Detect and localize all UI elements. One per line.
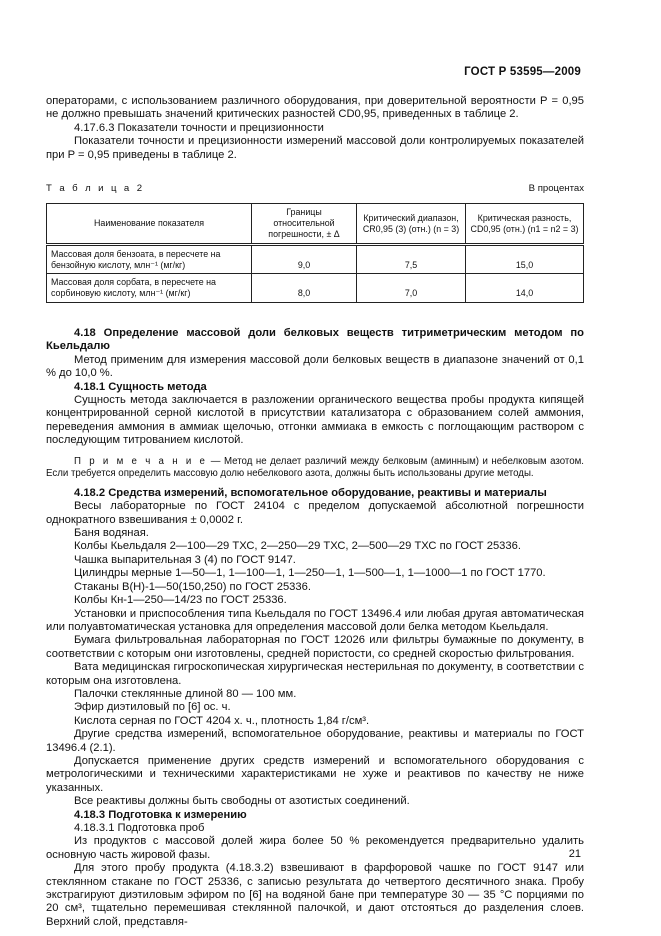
list-item: Установки и приспособления типа Кьельдаля по ГОСТ 13496.4 или любая другая автоматическая или полуавтоматическая установка для определения массовой доли белка методом Кьельдаля.	[46, 607, 584, 633]
table-header: Критическая разность, CD0,95 (отн.) (n1 = n2 = 3)	[466, 204, 584, 244]
list-item: Вата медицинская гигроскопическая хирургическая нестерильная по документу, в соответствии с которым она изготовлена.	[46, 661, 584, 687]
note-text: — Метод не делает различий между белковым (аминным) и небелковым азотом. Если требуется определить массовую долю небелкового азота, должны быть использованы другие методы.	[46, 455, 585, 480]
page-number: 21	[568, 848, 581, 860]
subsection-heading: 4.18.1 Сущность метода	[74, 380, 207, 393]
list-item: Бумага фильтровальная лабораторная по ГОСТ 12026 или фильтры бумажные по документу, в соответствии с которым они изготовлены, средней пористости, со средней скоростью фильтрования.	[46, 634, 584, 660]
list-item: Чашка выпарительная 3 (4) по ГОСТ 9147.	[74, 553, 296, 566]
list-item: Кислота серная по ГОСТ 4204 х. ч., плотность 1,84 г/см³.	[74, 714, 370, 727]
table-cell: 9,0	[252, 244, 357, 274]
list-item: Палочки стеклянные длиной 80 — 100 мм.	[74, 687, 297, 700]
list-item: Все реактивы должны быть свободны от азотистых соединений.	[74, 795, 410, 808]
paragraph: Показатели точности и прецизионности измерений массовой доли контролируемых показателей при P = 0,95 приведены в таблице 2.	[46, 135, 584, 161]
note-label: П р и м е ч а н и е	[74, 455, 208, 467]
list-item: Колбы Кн-1—250—14/23 по ГОСТ 25336.	[74, 594, 287, 607]
table-cell: 8,0	[252, 274, 357, 303]
paragraph: операторами, с использованием различного оборудования, при доверительной вероятности P = 0,95 не должно превышать значений критических разностей CD0,95, приведенных в таблице 2.	[46, 95, 584, 121]
list-item: Весы лабораторные по ГОСТ 24104 с пределом допускаемой абсолютной погрешности однократного взвешивания ± 0,0002 г.	[46, 500, 584, 526]
table-row	[47, 244, 584, 274]
list-item: Баня водяная.	[74, 527, 149, 540]
table-cell: 7,5	[357, 244, 466, 274]
list-item: Цилиндры мерные 1—50—1, 1—100—1, 1—250—1, 1—500—1, 1—1000—1 по ГОСТ 1770.	[74, 567, 546, 580]
table-cell: 7,0	[357, 274, 466, 303]
table-header: Границы относительной погрешности, ± Δ	[252, 204, 357, 244]
paragraph: Метод применим для измерения массовой доли белковых веществ в диапазоне значений от 0,1 % до 10,0 %.	[46, 353, 584, 380]
list-item: Эфир диэтиловый по [6] ос. ч.	[74, 701, 231, 714]
table-caption: Т а б л и ц а 2	[46, 183, 145, 195]
table-row	[47, 274, 584, 303]
table-cell: Массовая доля бензоата, в пересчете на бензойную кислоту, млн⁻¹ (мг/кг)	[47, 244, 252, 274]
list-item: Допускается применение других средств измерений и вспомогательного оборудования с метрологическими и техническими характеристиками не хуже и реактивов по качеству не ниже указанных.	[46, 754, 584, 794]
table-cell: 15,0	[466, 244, 584, 274]
subsection-heading: 4.17.6.3 Показатели точности и прецизионности	[74, 121, 324, 134]
note	[46, 456, 584, 481]
paragraph: Из продуктов с массовой долей жира более 50 % рекомендуется предварительно удалить основную часть жировой фазы.	[46, 835, 584, 861]
subsection-heading: 4.18.3 Подготовка к измерению	[74, 808, 247, 821]
table-cell: Массовая доля сорбата, в пересчете на сорбиновую кислоту, млн⁻¹ (мг/кг)	[47, 274, 252, 303]
paragraph: Сущность метода заключается в разложении органического вещества пробы продукта кипящей концентрированной серной кислотой в присутствии катализатора с образованием солей аммония, переведения аммония в аммиак щелочью, отгонки аммиака в емкость с поглощающим раствором с последующим титрованием кислотой.	[46, 394, 584, 447]
list-item: Другие средства измерений, вспомогательное оборудование, реактивы и материалы по ГОСТ 13496.4 (2.1).	[46, 728, 584, 754]
subsection-heading: 4.18.3.1 Подготовка проб	[74, 822, 205, 835]
table-units: В процентах	[528, 183, 584, 195]
table-caption-row	[46, 182, 584, 195]
list-item: Колбы Кьельдаля 2—100—29 ТХС, 2—250—29 ТХС, 2—500—29 ТХС по ГОСТ 25336.	[74, 540, 521, 553]
section-heading: 4.18 Определение массовой доли белковых веществ титриметрическим методом по Кьельдалю	[46, 327, 584, 353]
table-header: Критический диапазон, CR0,95 (3) (отн.) (n = 3)	[357, 204, 466, 244]
subsection-heading: 4.18.2 Средства измерений, вспомогательное оборудование, реактивы и материалы	[74, 486, 547, 499]
list-item: Стаканы В(Н)-1—50(150,250) по ГОСТ 25336.	[74, 580, 311, 593]
data-table	[46, 203, 584, 303]
table-header: Наименование показателя	[47, 204, 252, 244]
document-header: ГОСТ Р 53595—2009	[464, 66, 581, 78]
table-cell: 14,0	[466, 274, 584, 303]
page-content	[46, 95, 584, 929]
paragraph: Для этого пробу продукта (4.18.3.2) взвешивают в фарфоровой чашке по ГОСТ 9147 или стеклянном стакане по ГОСТ 25336, с записью результата до четвертого десятичного знака. Пробу экстрагируют диэтиловым эфиром по [6] на водяной бане при температуре 30 — 35 °С порциями по 20 см³, тщательно перемешивая стеклянной палочкой, и дают отстояться до разделения слоев. Верхний слой, представля-	[46, 862, 584, 928]
